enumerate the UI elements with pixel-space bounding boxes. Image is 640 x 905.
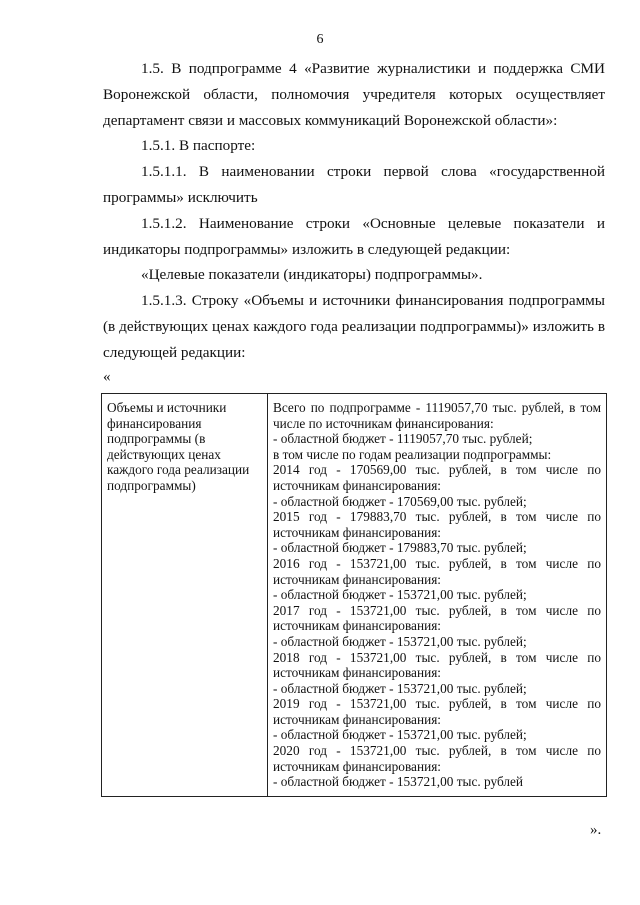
year-2020-budget-line: - областной бюджет - 153721,00 тыс. рублей — [273, 774, 524, 790]
opening-quote: « — [103, 367, 111, 385]
year-2014-budget-line: - областной бюджет - 170569,00 тыс. рублей; — [273, 493, 527, 509]
year-2017-budget-line: - областной бюджет - 153721,00 тыс. рублей; — [273, 633, 527, 649]
year-2018-budget-line: - областной бюджет - 153721,00 тыс. рублей; — [273, 680, 527, 696]
total-budget-line: - областной бюджет - 1119057,70 тыс. рублей; — [273, 431, 533, 447]
by-years-line: в том числе по годам реализации подпрограммы: — [273, 446, 552, 462]
year-2020-line: 2020 год - 153721,00 тыс. рублей, в том числе по источникам финансирования: — [273, 743, 601, 774]
document-body — [103, 56, 605, 388]
year-2015-line: 2015 год - 179883,70 тыс. рублей, в том числе по источникам финансирования: — [273, 509, 601, 540]
paragraph-1-5: 1.5. В подпрограмме 4 «Развитие журналистики и поддержка СМИ Воронежской области, полномочия учредителя которых осуществляет департамент связи и массовых коммуникаций Воронежской области»: — [103, 60, 605, 129]
year-2014-line: 2014 год - 170569,00 тыс. рублей, в том числе по источникам финансирования: — [273, 462, 601, 493]
year-2019-line: 2019 год - 153721,00 тыс. рублей, в том числе по источникам финансирования: — [273, 696, 601, 727]
paragraph-new-title: «Целевые показатели (индикаторы) подпрограммы». — [141, 266, 483, 284]
page-number: 6 — [316, 32, 324, 47]
year-2016-budget-line: - областной бюджет - 153721,00 тыс. рублей; — [273, 587, 527, 603]
paragraph-1-5-1: 1.5.1. В паспорте: — [141, 137, 256, 155]
total-line: Всего по подпрограмме - 1119057,70 тыс. рублей, в том числе по источникам финансирования: — [273, 400, 601, 431]
table-row — [102, 394, 607, 797]
row-value-cell — [268, 394, 607, 797]
year-2016-line: 2016 год - 153721,00 тыс. рублей, в том числе по источникам финансирования: — [273, 555, 601, 587]
paragraph-1-5-1-1: 1.5.1.1. В наименовании строки первой слова «государственной программы» исключить — [103, 163, 605, 206]
paragraph-1-5-1-2: 1.5.1.2. Наименование строки «Основные целевые показатели и индикаторы подпрограммы» изложить в следующей редакции: — [103, 214, 605, 258]
year-2019-budget-line: - областной бюджет - 153721,00 тыс. рублей; — [273, 727, 527, 743]
closing-quote: ». — [590, 822, 602, 838]
paragraph-1-5-1-3: 1.5.1.3. Строку «Объемы и источники финансирования подпрограммы (в действующих ценах каждого года реализации подпрограммы)» изложить в следующей редакции: — [103, 292, 605, 361]
row-label-cell: Объемы и источники финансирования подпрограммы (в действующих ценах каждого года реализации подпрограммы) — [102, 394, 268, 797]
year-2018-line: 2018 год - 153721,00 тыс. рублей, в том числе по источникам финансирования: — [273, 649, 601, 681]
year-2017-line: 2017 год - 153721,00 тыс. рублей, в том числе по источникам финансирования: — [273, 602, 601, 634]
year-2015-budget-line: - областной бюджет - 179883,70 тыс. рублей; — [273, 540, 527, 556]
financing-table — [101, 393, 607, 797]
